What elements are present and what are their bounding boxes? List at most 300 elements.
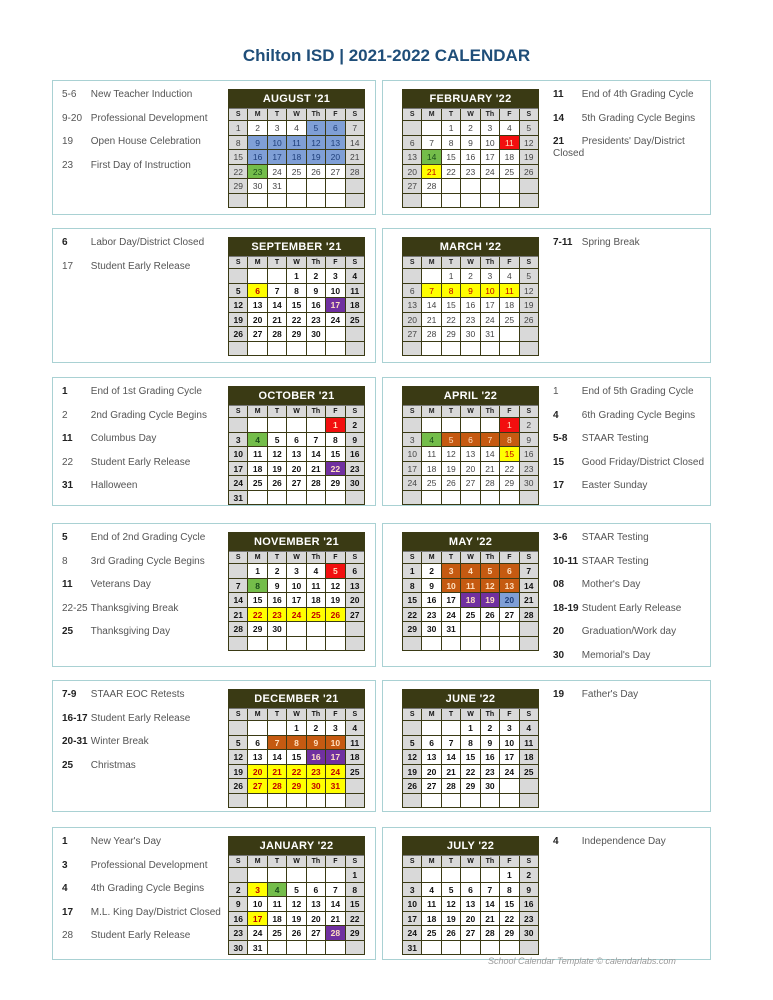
- day-cell: [326, 941, 344, 955]
- day-grid: [403, 855, 538, 954]
- day-cell: [248, 721, 266, 735]
- day-cell: 9: [229, 897, 247, 911]
- day-cell: [248, 194, 266, 208]
- day-cell: 5: [481, 564, 499, 578]
- day-cell: [481, 418, 499, 432]
- day-cell: 9: [520, 883, 538, 897]
- event-item: [553, 113, 713, 125]
- event-item: [62, 237, 222, 249]
- day-cell: 27: [346, 608, 364, 622]
- event-date: 1: [62, 386, 68, 397]
- event-item: [62, 480, 222, 492]
- day-cell: 3: [248, 883, 266, 897]
- day-cell: 30: [422, 622, 440, 636]
- day-cell: 27: [461, 476, 479, 490]
- day-cell: [287, 941, 305, 955]
- day-cell: [461, 194, 479, 208]
- day-cell: 14: [346, 136, 364, 150]
- day-cell: 19: [229, 313, 247, 327]
- day-cell: [442, 418, 460, 432]
- event-date: 15: [553, 456, 565, 468]
- day-cell: 26: [287, 926, 305, 940]
- day-cell: 21: [307, 462, 325, 476]
- day-cell: 21: [268, 765, 286, 779]
- day-cell: 25: [268, 926, 286, 940]
- event-text: Mother's Day: [581, 579, 641, 590]
- day-cell: 18: [500, 150, 518, 164]
- event-item: [62, 410, 222, 422]
- day-grid: [403, 708, 538, 807]
- event-text: End of 4th Grading Cycle: [581, 89, 694, 100]
- day-cell: 5: [326, 564, 344, 578]
- day-cell: 28: [481, 476, 499, 490]
- day-cell: 30: [520, 926, 538, 940]
- event-item: [62, 160, 222, 172]
- event-text: 6th Grading Cycle Begins: [581, 409, 696, 421]
- event-date: 14: [553, 112, 565, 124]
- event-text: Professional Development: [90, 859, 208, 871]
- day-cell: [326, 622, 344, 636]
- event-date: 4: [553, 836, 559, 847]
- weekday-label: M: [422, 109, 440, 120]
- weekday-label: M: [422, 406, 440, 417]
- event-date: 5-6: [62, 89, 77, 100]
- weekday-label: S: [346, 709, 364, 720]
- weekday-label: F: [326, 406, 344, 417]
- day-cell: 1: [500, 418, 518, 432]
- day-cell: 10: [287, 579, 305, 593]
- day-cell: [403, 868, 421, 882]
- day-cell: 3: [287, 564, 305, 578]
- day-cell: 16: [307, 298, 325, 312]
- month-header: MARCH '22: [403, 238, 538, 256]
- day-cell: [307, 491, 325, 505]
- event-item: [553, 89, 713, 101]
- event-item: [553, 457, 713, 469]
- day-cell: 21: [481, 462, 499, 476]
- day-cell: 27: [248, 779, 266, 793]
- day-cell: 25: [307, 608, 325, 622]
- day-cell: 23: [248, 165, 266, 179]
- weekday-label: W: [461, 552, 479, 563]
- event-text: End of 5th Grading Cycle: [581, 386, 694, 397]
- event-item: [553, 626, 713, 638]
- day-cell: 9: [248, 136, 266, 150]
- event-text: Easter Sunday: [581, 480, 648, 491]
- weekday-label: W: [461, 257, 479, 268]
- event-list: [553, 689, 713, 713]
- day-cell: 20: [500, 593, 518, 607]
- day-cell: [268, 941, 286, 955]
- day-cell: 1: [442, 269, 460, 283]
- day-cell: [346, 637, 364, 651]
- month-header: OCTOBER '21: [229, 387, 364, 405]
- event-date: 4: [553, 409, 559, 421]
- day-cell: [346, 194, 364, 208]
- day-cell: [248, 269, 266, 283]
- weekday-label: W: [287, 109, 305, 120]
- weekday-label: S: [229, 709, 247, 720]
- event-item: [553, 836, 713, 848]
- day-cell: 16: [422, 593, 440, 607]
- day-cell: 18: [422, 912, 440, 926]
- day-cell: 6: [287, 433, 305, 447]
- day-cell: 9: [461, 284, 479, 298]
- day-cell: 31: [326, 779, 344, 793]
- day-cell: [346, 622, 364, 636]
- day-cell: 15: [442, 298, 460, 312]
- event-text: Open House Celebration: [90, 136, 201, 147]
- day-cell: 17: [287, 593, 305, 607]
- weekday-label: W: [461, 406, 479, 417]
- day-cell: 30: [229, 941, 247, 955]
- weekday-label: W: [461, 109, 479, 120]
- day-cell: 14: [422, 298, 440, 312]
- day-cell: [520, 179, 538, 193]
- day-cell: 13: [307, 897, 325, 911]
- weekday-label: F: [500, 257, 518, 268]
- day-cell: [248, 342, 266, 356]
- day-cell: 16: [481, 750, 499, 764]
- day-cell: [307, 342, 325, 356]
- day-cell: 2: [520, 868, 538, 882]
- event-text: Christmas: [90, 759, 136, 771]
- day-cell: 13: [461, 447, 479, 461]
- day-cell: [520, 327, 538, 341]
- day-cell: 28: [422, 327, 440, 341]
- day-cell: 11: [268, 897, 286, 911]
- weekday-label: T: [442, 109, 460, 120]
- day-cell: [307, 868, 325, 882]
- day-cell: [520, 779, 538, 793]
- day-cell: [481, 637, 499, 651]
- day-cell: 13: [422, 750, 440, 764]
- day-cell: 15: [287, 298, 305, 312]
- day-cell: 12: [307, 136, 325, 150]
- event-date: 2: [62, 409, 68, 421]
- day-cell: 13: [248, 750, 266, 764]
- day-cell: 4: [422, 883, 440, 897]
- day-cell: 11: [346, 736, 364, 750]
- day-cell: [268, 868, 286, 882]
- event-text: Presidents' Day/District Closed: [553, 136, 685, 159]
- event-list: [62, 237, 222, 284]
- day-cell: 6: [403, 284, 421, 298]
- day-cell: 27: [287, 476, 305, 490]
- weekday-label: M: [248, 709, 266, 720]
- day-cell: 18: [520, 750, 538, 764]
- day-cell: 1: [403, 564, 421, 578]
- weekday-label: M: [248, 856, 266, 867]
- day-cell: [500, 342, 518, 356]
- weekday-label: S: [229, 109, 247, 120]
- day-cell: 5: [229, 736, 247, 750]
- day-cell: [422, 342, 440, 356]
- day-cell: 10: [403, 447, 421, 461]
- event-item: [62, 736, 222, 748]
- panel-left: [52, 827, 376, 960]
- day-cell: 19: [520, 298, 538, 312]
- day-cell: 7: [422, 136, 440, 150]
- day-cell: [326, 491, 344, 505]
- day-cell: [422, 721, 440, 735]
- day-cell: 17: [248, 912, 266, 926]
- day-cell: 6: [422, 736, 440, 750]
- day-cell: [229, 637, 247, 651]
- day-cell: 30: [346, 476, 364, 490]
- day-cell: 23: [461, 165, 479, 179]
- day-cell: [461, 179, 479, 193]
- day-cell: 2: [346, 418, 364, 432]
- month-header: FEBRUARY '22: [403, 90, 538, 108]
- weekday-label: S: [229, 552, 247, 563]
- day-cell: 10: [403, 897, 421, 911]
- day-cell: 10: [248, 897, 266, 911]
- event-list: [62, 89, 222, 183]
- day-cell: 8: [248, 579, 266, 593]
- day-cell: [268, 269, 286, 283]
- day-grid: [403, 108, 538, 207]
- weekday-label: Th: [481, 552, 499, 563]
- month-calendar: [402, 836, 539, 955]
- day-cell: 30: [307, 327, 325, 341]
- day-cell: [500, 794, 518, 808]
- day-cell: [520, 342, 538, 356]
- weekday-label: S: [229, 257, 247, 268]
- day-cell: 6: [346, 564, 364, 578]
- day-cell: [307, 179, 325, 193]
- day-cell: 21: [422, 165, 440, 179]
- day-cell: 31: [481, 327, 499, 341]
- weekday-label: W: [287, 552, 305, 563]
- day-cell: [248, 418, 266, 432]
- day-cell: 7: [326, 883, 344, 897]
- event-date: 6: [62, 237, 68, 248]
- day-cell: 24: [442, 608, 460, 622]
- day-cell: 25: [248, 476, 266, 490]
- month-header: NOVEMBER '21: [229, 533, 364, 551]
- event-item: [553, 386, 713, 398]
- day-cell: [481, 941, 499, 955]
- day-cell: [500, 179, 518, 193]
- day-cell: 30: [520, 476, 538, 490]
- day-cell: 28: [268, 327, 286, 341]
- event-text: Student Early Release: [90, 456, 191, 468]
- event-text: Columbus Day: [90, 433, 157, 444]
- day-cell: [442, 941, 460, 955]
- event-item: [62, 579, 222, 591]
- day-cell: 7: [422, 284, 440, 298]
- day-cell: 12: [442, 897, 460, 911]
- day-cell: [481, 342, 499, 356]
- day-cell: 24: [326, 765, 344, 779]
- day-cell: [422, 794, 440, 808]
- event-text: M.L. King Day/District Closed: [90, 906, 221, 918]
- day-cell: 6: [500, 564, 518, 578]
- event-date: 1: [553, 386, 559, 397]
- event-date: 17: [553, 480, 565, 491]
- day-cell: 5: [307, 121, 325, 135]
- day-cell: 23: [307, 765, 325, 779]
- weekday-label: Th: [481, 109, 499, 120]
- day-cell: [229, 721, 247, 735]
- day-cell: 8: [287, 736, 305, 750]
- event-date: 17: [62, 260, 74, 272]
- weekday-label: M: [422, 856, 440, 867]
- day-cell: [287, 179, 305, 193]
- event-date: 30: [553, 649, 565, 661]
- weekday-label: W: [287, 406, 305, 417]
- event-item: [62, 626, 222, 638]
- day-cell: [268, 491, 286, 505]
- day-cell: 14: [326, 897, 344, 911]
- day-cell: 2: [461, 121, 479, 135]
- event-date: 16-17: [62, 712, 88, 724]
- month-calendar: [228, 237, 365, 356]
- day-cell: [326, 194, 344, 208]
- day-cell: 28: [481, 926, 499, 940]
- day-cell: 2: [229, 883, 247, 897]
- month-header: JUNE '22: [403, 690, 538, 708]
- event-date: 22: [62, 456, 74, 468]
- day-cell: 4: [307, 564, 325, 578]
- event-item: [62, 457, 222, 469]
- month-header: SEPTEMBER '21: [229, 238, 364, 256]
- day-cell: 15: [229, 150, 247, 164]
- day-cell: 15: [326, 447, 344, 461]
- event-text: Winter Break: [90, 736, 149, 747]
- day-cell: 4: [346, 269, 364, 283]
- day-cell: [229, 868, 247, 882]
- day-cell: 26: [229, 327, 247, 341]
- day-cell: 15: [500, 447, 518, 461]
- weekday-label: W: [287, 257, 305, 268]
- day-cell: 11: [346, 284, 364, 298]
- weekday-label: S: [520, 709, 538, 720]
- weekday-label: Th: [307, 552, 325, 563]
- day-cell: 11: [461, 579, 479, 593]
- day-cell: 21: [442, 765, 460, 779]
- day-cell: 12: [442, 447, 460, 461]
- day-cell: 22: [346, 912, 364, 926]
- event-item: [62, 261, 222, 273]
- day-cell: [287, 342, 305, 356]
- day-cell: 6: [461, 433, 479, 447]
- day-cell: 25: [520, 765, 538, 779]
- day-cell: 20: [287, 462, 305, 476]
- day-cell: 17: [403, 462, 421, 476]
- day-cell: [229, 342, 247, 356]
- day-cell: 11: [422, 447, 440, 461]
- panel-left: [52, 377, 376, 506]
- event-text: Professional Development: [90, 112, 208, 124]
- event-text: Veterans Day: [90, 579, 151, 590]
- day-cell: 15: [248, 593, 266, 607]
- month-header: APRIL '22: [403, 387, 538, 405]
- day-cell: [461, 622, 479, 636]
- month-header: AUGUST '21: [229, 90, 364, 108]
- event-text: Student Early Release: [90, 260, 191, 272]
- day-cell: 14: [442, 750, 460, 764]
- panel-left: [52, 228, 376, 363]
- day-cell: 28: [326, 926, 344, 940]
- weekday-label: S: [403, 552, 421, 563]
- panel-right: [382, 80, 711, 215]
- day-cell: 31: [403, 941, 421, 955]
- panel-right: [382, 680, 711, 812]
- weekday-label: F: [500, 109, 518, 120]
- day-cell: 7: [268, 284, 286, 298]
- day-cell: [287, 637, 305, 651]
- day-cell: 20: [403, 165, 421, 179]
- weekday-label: Th: [481, 406, 499, 417]
- day-cell: 30: [268, 622, 286, 636]
- day-cell: 6: [461, 883, 479, 897]
- day-cell: 12: [229, 750, 247, 764]
- day-cell: 1: [287, 721, 305, 735]
- day-cell: 30: [248, 179, 266, 193]
- day-cell: 12: [520, 136, 538, 150]
- month-calendar: [402, 386, 539, 505]
- day-cell: 7: [268, 736, 286, 750]
- day-cell: 5: [268, 433, 286, 447]
- day-cell: 10: [442, 579, 460, 593]
- weekday-label: S: [520, 109, 538, 120]
- day-cell: 19: [520, 150, 538, 164]
- day-cell: 20: [461, 462, 479, 476]
- day-cell: 17: [442, 593, 460, 607]
- weekday-label: T: [442, 709, 460, 720]
- event-list: [62, 689, 222, 783]
- day-cell: 12: [229, 298, 247, 312]
- weekday-label: T: [268, 856, 286, 867]
- event-item: [553, 410, 713, 422]
- event-text: STAAR Testing: [581, 433, 649, 444]
- weekday-label: W: [287, 709, 305, 720]
- day-cell: 13: [287, 447, 305, 461]
- day-cell: [422, 637, 440, 651]
- day-cell: 8: [326, 433, 344, 447]
- day-cell: 26: [307, 165, 325, 179]
- day-cell: [248, 637, 266, 651]
- day-cell: 18: [500, 298, 518, 312]
- event-item: [62, 386, 222, 398]
- day-cell: 15: [346, 897, 364, 911]
- day-cell: 31: [248, 941, 266, 955]
- day-cell: 8: [442, 136, 460, 150]
- month-header: DECEMBER '21: [229, 690, 364, 708]
- day-cell: [268, 418, 286, 432]
- event-date: 3: [62, 859, 68, 871]
- day-cell: 24: [403, 476, 421, 490]
- day-cell: [422, 269, 440, 283]
- page-title: Chilton ISD | 2021-2022 CALENDAR: [242, 46, 531, 65]
- day-cell: [442, 491, 460, 505]
- event-item: [62, 930, 222, 942]
- weekday-label: M: [422, 552, 440, 563]
- day-cell: 3: [442, 564, 460, 578]
- event-list: [553, 89, 713, 172]
- event-date: 08: [553, 579, 565, 590]
- day-cell: [500, 637, 518, 651]
- event-date: 10-11: [553, 555, 579, 567]
- day-cell: 19: [229, 765, 247, 779]
- day-cell: 29: [442, 327, 460, 341]
- event-item: [62, 556, 222, 568]
- weekday-label: T: [268, 257, 286, 268]
- event-item: [62, 433, 222, 445]
- day-cell: 17: [268, 150, 286, 164]
